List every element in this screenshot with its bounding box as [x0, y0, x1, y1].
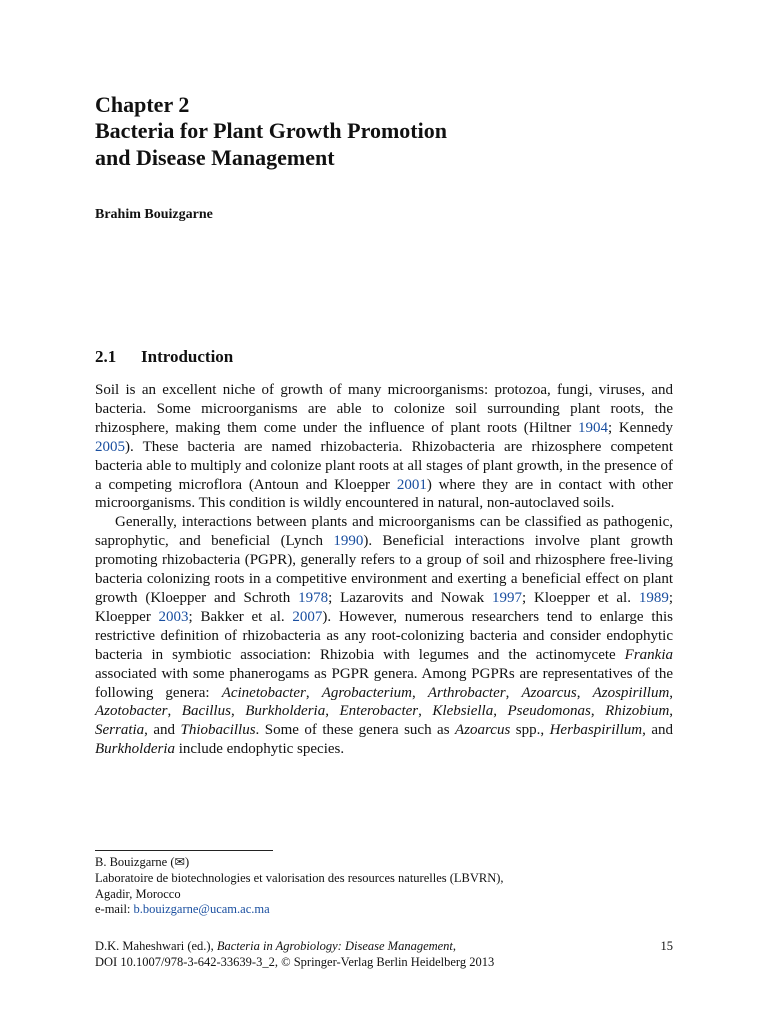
text-run: ) where they are in contact with other microorganisms. This condition is wildly encountered in natural, non-autoclaved soils.	[95, 476, 673, 512]
citation-link[interactable]: 2007	[292, 608, 323, 625]
genus-name: Azoarcus	[521, 684, 577, 701]
footnote-affiliation: Laboratoire de biotechnologies et valorisation des resources naturelles (LBVRN),	[95, 870, 504, 885]
citation-link[interactable]: 1904	[577, 419, 608, 436]
text-run: ,	[576, 684, 593, 701]
chapter-title-line-2: and Disease Management	[95, 145, 335, 170]
footnote-author: B. Bouizgarne (✉)	[95, 855, 190, 869]
footer-comma: ,	[452, 939, 457, 953]
text-run: ,	[590, 703, 606, 720]
email-link[interactable]: b.bouizgarne@ucam.ac.ma	[133, 902, 270, 917]
chapter-title-line-1: Bacteria for Plant Growth Promotion	[95, 118, 447, 143]
citation-link[interactable]: 2005	[95, 438, 125, 455]
citation-link[interactable]: 2003	[158, 608, 189, 625]
text-run: ,	[411, 684, 428, 701]
citation-link[interactable]: 2001	[396, 476, 427, 493]
citation-link[interactable]: 1989	[638, 589, 669, 606]
text-run: ,	[669, 684, 674, 701]
genus-name: Bacillus	[181, 703, 231, 720]
citation-link[interactable]: 1997	[491, 589, 522, 606]
text-run: ; Kloepper	[95, 589, 673, 625]
footer-doi-line: DOI 10.1007/978-3-642-33639-3_2, © Springer-Verlag Berlin Heidelberg 2013	[95, 955, 495, 969]
email-label: e-mail:	[95, 902, 134, 917]
footnote-email-line	[95, 902, 673, 918]
text-run: associated with some phanerogams as PGPR genera. Among PGPRs are representatives of the following genera:	[95, 665, 673, 701]
text-run: ,	[669, 703, 674, 720]
text-run: ,	[505, 684, 522, 701]
footnote-divider	[95, 850, 273, 851]
section-heading	[95, 346, 233, 368]
text-run: ,	[230, 703, 246, 720]
footer-book-title: Bacteria in Agrobiology: Disease Management	[216, 939, 453, 953]
text-run: , and	[144, 722, 181, 739]
footer-editor: D.K. Maheshwari (ed.),	[95, 939, 217, 953]
genus-name: Frankia	[624, 646, 673, 663]
genus-name: Azotobacter	[95, 703, 168, 720]
text-run: Soil is an excellent niche of growth of many microorganisms: protozoa, fungi, viruses, and bacteria. Some microorganisms are able to colonize soil surrounding plant roots, the rhizosphere, making them come under the influence of plant roots (Hiltner	[95, 382, 673, 436]
genus-name: Azoarcus	[455, 722, 511, 739]
genus-name: Rhizobium	[605, 703, 670, 720]
genus-name: Arthrobacter	[427, 684, 506, 701]
text-run: ,	[493, 703, 508, 720]
genus-name: Enterobacter	[339, 703, 419, 720]
text-run: ,	[167, 703, 182, 720]
genus-name: Herbaspirillum	[549, 722, 643, 739]
chapter-title	[95, 117, 695, 171]
author-footnote	[95, 855, 673, 918]
genus-name: Pseudomonas	[507, 703, 591, 720]
text-run: ,	[325, 703, 340, 720]
text-run: ; Kennedy	[607, 419, 673, 436]
genus-name: Acinetobacter	[221, 684, 306, 701]
text-run: ; Bakker et al.	[188, 608, 293, 625]
text-run: ). However, numerous researchers tend to enlarge this restrictive definition of rhizobacteria as any root-colonizing bacteria and consider endophytic bacteria in symbiotic association: Rhizobia with legumes and the actinomycete	[95, 608, 673, 663]
paragraph-2	[95, 513, 673, 759]
page-footer	[95, 938, 673, 970]
text-run: spp.,	[510, 722, 550, 739]
page-number: 15	[660, 939, 673, 953]
text-run: ). Beneficial interactions involve plant growth promoting rhizobacteria (PGPR), generally refers to a group of soil and rhizosphere free-living bacteria colonizing roots in a competitive environment and exerting a beneficial effect on plant growth (Kloepper and Schroth	[95, 533, 673, 606]
chapter-author: Brahim Bouizgarne	[95, 207, 213, 222]
text-run: . Some of these genera such as	[255, 722, 456, 739]
paragraph-1	[95, 381, 673, 513]
genus-name: Burkholderia	[95, 741, 175, 758]
text-run: , and	[642, 722, 673, 739]
genus-name: Azospirillum	[592, 684, 670, 701]
footer-citation-line	[95, 938, 673, 954]
text-run: include endophytic species.	[175, 741, 345, 758]
text-run: ; Lazarovits and Nowak	[328, 589, 492, 606]
body-text	[95, 381, 673, 759]
genus-name: Klebsiella	[432, 703, 494, 720]
text-run: Generally, interactions between plants and microorganisms can be classified as pathogenic, saprophytic, and beneficial (Lynch	[95, 514, 673, 550]
citation-link[interactable]: 1990	[333, 533, 364, 550]
text-run: ; Kloepper et al.	[521, 589, 639, 606]
section-number: 2.1	[95, 347, 117, 366]
text-run: ,	[418, 703, 433, 720]
text-run: ). These bacteria are named rhizobacteria. Rhizobacteria are rhizosphere competent bacteria able to multiply and colonize plant roots at all stages of plant growth, in the presence of a competing microflora (Antoun and Kloepper	[95, 438, 673, 493]
citation-link[interactable]: 1978	[298, 589, 329, 606]
chapter-label: Chapter 2	[95, 92, 190, 117]
text-run: ,	[305, 684, 322, 701]
section-title: Introduction	[141, 347, 234, 366]
genus-name: Burkholderia	[245, 703, 326, 720]
genus-name: Thiobacillus	[180, 722, 256, 739]
genus-name: Serratia	[95, 722, 145, 739]
footnote-location: Agadir, Morocco	[95, 886, 181, 901]
genus-name: Agrobacterium	[321, 684, 412, 701]
